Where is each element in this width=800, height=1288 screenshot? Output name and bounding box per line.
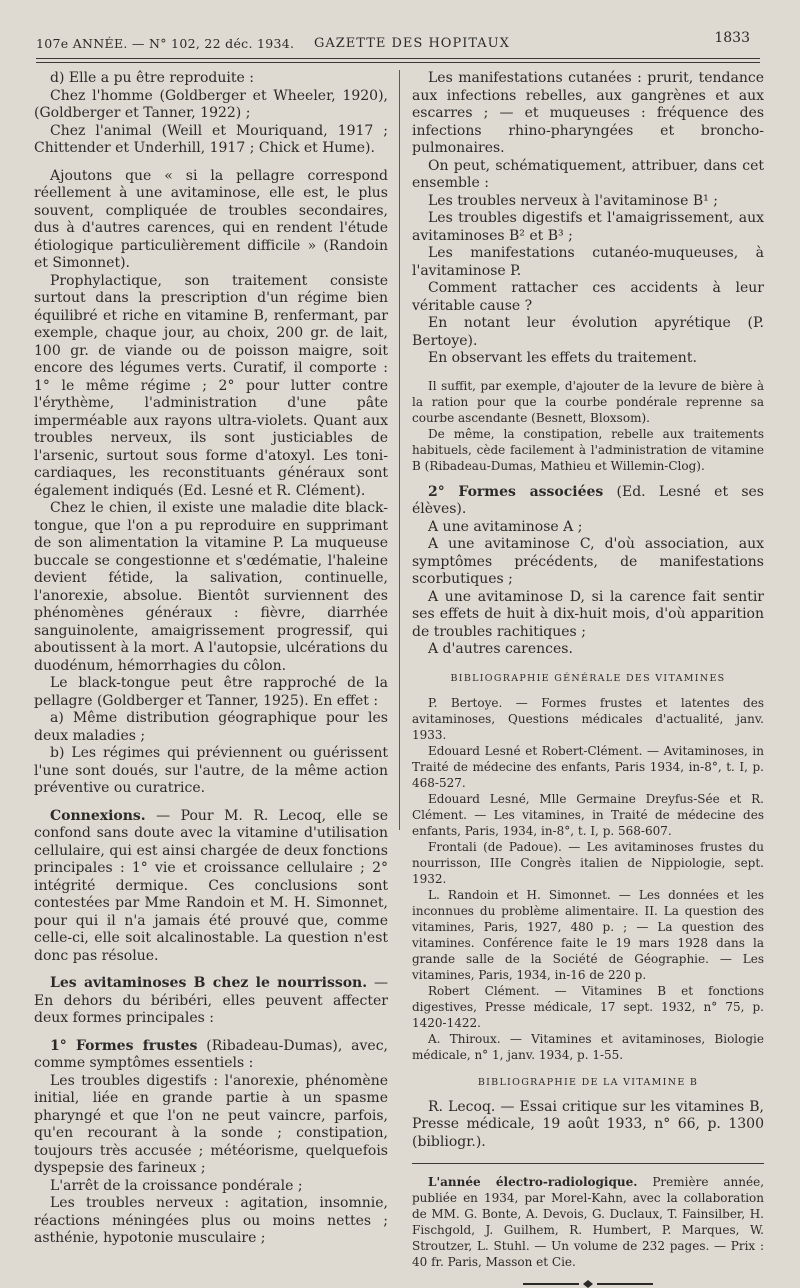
paragraph: a) Même distribution géographique pour les deux maladies ;	[34, 710, 388, 744]
bibliography-entry: Edouard Lesné et Robert-Clément. — Avitaminoses, in Traité de médecine des enfants, Paris 1934, in-8°, t. I, p. 468-527.	[412, 743, 764, 790]
header-rule-top	[36, 58, 760, 59]
paragraph: On peut, schématiquement, attribuer, dans cet ensemble :	[412, 157, 764, 191]
header-rule-bottom	[36, 62, 760, 63]
paragraph: Chez l'animal (Weill et Mouriquand, 1917 ; Chittender et Underhill, 1917 ; Chick et Hume).	[34, 122, 388, 156]
section-title: Connexions.	[50, 807, 146, 824]
paragraph: Les troubles digestifs et l'amaigrissement, aux avitaminoses B² et B³ ;	[412, 210, 764, 244]
paragraph: A d'autres carences.	[428, 641, 573, 657]
bibliography-entry: R. Lecoq. — Essai critique sur les vitamines B, Presse médicale, 19 août 1933, n° 66, p. 1300 (bibliogr.).	[412, 1098, 764, 1150]
book-notice: L'année électro-radiologique. Première année, publiée en 1934, par Morel-Kahn, avec la collaboration de MM. G. Bonte, A. Devois, G. Duclaux, T. Fainsilber, H. Fischgold, J. Guilhem, R. Humbert, P. Marques, W. Stroutzer, L. Stuhl. — Un volume de 232 pages. — Prix : 40 fr. Paris, Masson et Cie.	[412, 1175, 765, 1269]
paragraph: Les troubles nerveux à l'avitaminose B¹ ;	[428, 192, 718, 209]
bibliography-entry: L. Randoin et H. Simonnet. — Les données et les inconnues du problème alimentaire. II. La question des vitamines, Paris, 1927, 480 p. ; — La question des vitamines. Conférence faite le 19 mars 1928 dans la grande salle de la Société de Géographie. — Les vitamines, Paris, 1934, in-16 de 220 p.	[412, 887, 764, 982]
bibliography-entry: A. Thiroux. — Vitamines et avitaminoses, Biologie médicale, n° 1, janv. 1934, p. 1-55.	[412, 1031, 764, 1062]
subsection-title: 1° Formes frustes	[50, 1037, 198, 1054]
paragraph: Il suffit, par exemple, d'ajouter de la levure de bière à la ration pour que la courbe pondérale reprenne sa courbe ascendante (Besnett, Bloxsom).	[412, 378, 764, 425]
bibliography-entry: P. Bertoye. — Formes frustes et latentes des avitaminoses, Questions médicales d'actualité, janv. 1933.	[412, 695, 764, 742]
paragraph: Chez l'homme (Goldberger et Wheeler, 1920), (Goldberger et Tanner, 1922) ;	[34, 87, 388, 121]
paragraph: Les troubles digestifs : l'anorexie, phénomène initial, liée en grande partie à un spasme pharyngé et que l'on ne peut vaincre, parfois, qu'en recourant à la sonde ; constipation, toujours très accusée ; météorisme, quelquefois dyspepsie des farineux ;	[34, 1072, 388, 1176]
end-ornament	[412, 1280, 764, 1288]
formes-associees-paragraph: 2° Formes associées (Ed. Lesné et ses élèves).	[412, 483, 764, 517]
paragraph: Ajoutons que « si la pellagre correspond réellement à une avitaminose, elle est, le plus souvent, compliquée de troubles secondaires, dus à d'autres carences, qui en rendent l'étude étiologique particulièrement difficile » (Randoin et Simonnet).	[34, 167, 388, 271]
paragraph: Les troubles nerveux : agitation, insomnie, réactions méningées plus ou moins nettes ; asthénie, hypotonie musculaire ;	[34, 1195, 388, 1246]
issue-info: 107e ANNÉE. — N° 102, 22 déc. 1934.	[36, 36, 295, 51]
avitaminoses-paragraph: Les avitaminoses B chez le nourrisson. — En dehors du béribéri, elles peuvent affecter deux formes principales :	[34, 975, 388, 1026]
paragraph: Les manifestations cutanéo-muqueuses, à l'avitaminose P.	[412, 245, 764, 279]
right-column	[412, 70, 764, 1288]
bibliography-entry: Edouard Lesné, Mlle Germaine Dreyfus-Sée et R. Clément. — Les vitamines, in Traité de médecine des enfants, Paris, 1934, in-8°, t. I, p. 568-607.	[412, 791, 764, 838]
paragraph: L'arrêt de la croissance pondérale ;	[50, 1177, 303, 1194]
page-header	[36, 30, 758, 54]
connexions-paragraph: Connexions. — Pour M. R. Lecoq, elle se confond sans doute avec la vitamine d'utilisation cellulaire, qui est ainsi chargée de deux fonctions principales : 1° vie et croissance cellulaire ; 2° intégrité dermique. Ces conclusions sont contestées par Mme Randoin et M. H. Simonnet, pour qui il n'a jamais été prouvé que, comme celle-ci, elle soit alcalinostable. La question n'est donc pas résolue.	[34, 807, 388, 964]
paragraph: A une avitaminose C, d'où association, aux symptômes précédents, de manifestations scorbutiques ;	[412, 536, 764, 587]
notice-title: L'année électro-radiologique.	[428, 1175, 638, 1189]
paragraph: A une avitaminose A ;	[428, 518, 583, 535]
left-column	[34, 70, 388, 1248]
paragraph: Les manifestations cutanées : prurit, tendance aux infections rebelles, aux gangrènes et aux escarres ; — et muqueuses : fréquence des infections rhino-pharyngées et broncho-pulmonaires.	[412, 70, 764, 156]
subsection-title: 2° Formes associées	[428, 483, 604, 500]
page-number: 1833	[714, 30, 750, 46]
paragraph: En observant les effets du traitement.	[428, 350, 697, 366]
paragraph: Prophylactique, son traitement consiste surtout dans la prescription d'un régime bien équilibré et riche en vitamine B, renfermant, par exemple, chaque jour, au choix, 200 gr. de lait, 100 gr. de viande ou de poisson maigre, soit encore des légumes verts. Curatif, il comporte : 1° le même régime ; 2° pour lutter contre l'érythème, l'administration d'une pâte imperméable aux rayons ultra-violets. Quant aux troubles nerveux, ils sont justiciables de l'arsenic, surtout sous forme d'atoxyl. Les toni-cardiaques, les reconstituants généraux sont également indiqués (Ed. Lesné et R. Clément).	[34, 272, 388, 499]
section-divider	[412, 1163, 764, 1164]
paragraph: b) Les régimes qui préviennent ou guérissent l'une sont doués, sur l'autre, de la même action préventive ou curatrice.	[34, 745, 388, 796]
formes-frustes-paragraph: 1° Formes frustes (Ribadeau-Dumas), avec, comme symptômes essentiels :	[34, 1037, 388, 1071]
paragraph: En notant leur évolution apyrétique (P. Bertoye).	[412, 315, 764, 349]
column-divider	[399, 70, 400, 830]
paragraph: De même, la constipation, rebelle aux traitements habituels, cède facilement à l'administration de vitamine B (Ribadeau-Dumas, Mathieu et Willemin-Clog).	[412, 426, 764, 473]
paragraph: Chez le chien, il existe une maladie dite black-tongue, que l'on a pu reproduire en supprimant de son alimentation la vitamine P. La muqueuse buccale se congestionne et s'œdématie, l'haleine devient fétide, la salivation, continuelle, l'anorexie, absolue. Bientôt surviennent des phénomènes généraux : fièvre, diarrhée sanguinolente, amaigrissement progressif, qui aboutissent à la mort. A l'autopsie, ulcérations du duodénum, hémorrhagies du côlon.	[34, 500, 388, 674]
section-title: Les avitaminoses B chez le nourrisson.	[50, 975, 368, 991]
paragraph: Comment rattacher ces accidents à leur véritable cause ?	[412, 280, 764, 314]
bibliography-b-heading: BIBLIOGRAPHIE DE LA VITAMINE B	[477, 1076, 699, 1088]
bibliography-entry: Robert Clément. — Vitamines B et fonctions digestives, Presse médicale, 17 sept. 1932, n° 75, p. 1420-1422.	[412, 983, 764, 1030]
paragraph: A une avitaminose D, si la carence fait sentir ses effets de huit à dix-huit mois, d'où apparition de troubles rachitiques ;	[412, 588, 764, 640]
bibliography-entry: Frontali (de Padoue). — Les avitaminoses frustes du nourrisson, IIIe Congrès italien de Nippiologie, sept. 1932.	[412, 839, 764, 886]
paragraph: d) Elle a pu être reproduite :	[50, 70, 254, 86]
journal-title: GAZETTE DES HOPITAUX	[314, 36, 510, 51]
bibliography-heading: BIBLIOGRAPHIE GÉNÉRALE DES VITAMINES	[450, 672, 726, 684]
paragraph: Le black-tongue peut être rapproché de la pellagre (Goldberger et Tanner, 1925). En effet :	[34, 675, 388, 709]
